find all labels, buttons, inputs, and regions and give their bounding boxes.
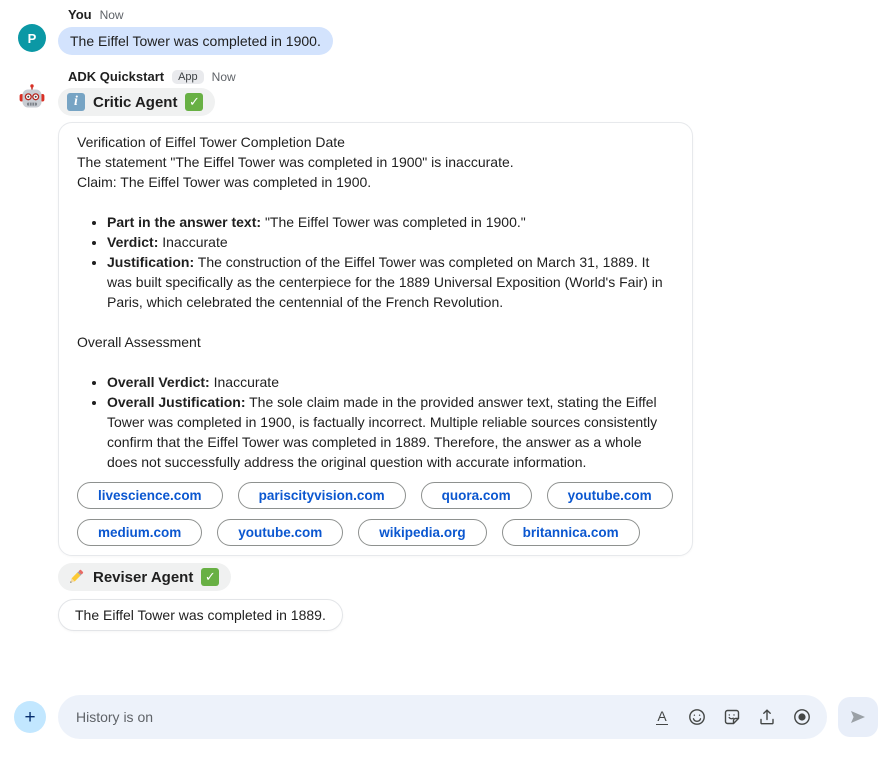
bullet-label: Part in the answer text:	[107, 214, 262, 230]
sender-name: You	[68, 7, 92, 22]
bullet-label: Justification:	[107, 254, 195, 270]
bullet-item	[107, 212, 674, 232]
compose-bar	[14, 695, 878, 739]
source-chip[interactable]: quora.com	[421, 482, 532, 509]
app-badge: App	[172, 70, 204, 84]
user-message-bubble: The Eiffel Tower was completed in 1900.	[58, 27, 333, 55]
sender-name: ADK Quickstart	[68, 69, 165, 84]
overall-assessment-heading: Overall Assessment	[77, 334, 201, 350]
bullet-text: Inaccurate	[213, 374, 279, 390]
bullet-item	[107, 252, 674, 312]
bullet-item	[107, 392, 674, 472]
check-mark-icon: ✓	[201, 568, 219, 586]
source-chip[interactable]: wikipedia.org	[358, 519, 486, 546]
bullet-item	[107, 372, 674, 392]
record-video-icon[interactable]	[793, 708, 811, 726]
claim-bullet-list	[77, 212, 674, 312]
check-mark-icon: ✓	[185, 93, 203, 111]
agent-name-label: Critic Agent	[93, 93, 178, 111]
reviser-message-bubble: The Eiffel Tower was completed in 1889.	[58, 599, 343, 631]
emoji-icon[interactable]	[688, 708, 706, 726]
bullet-label: Overall Verdict:	[107, 374, 210, 390]
format-text-glyph: A	[657, 707, 667, 724]
source-chip[interactable]: livescience.com	[77, 482, 223, 509]
overall-bullet-list	[77, 372, 674, 472]
source-chip[interactable]: youtube.com	[217, 519, 343, 546]
reviser-agent-header	[58, 563, 231, 591]
add-button[interactable]: +	[14, 701, 46, 733]
info-icon: i	[67, 93, 85, 111]
pencil-icon	[67, 568, 85, 586]
send-button[interactable]	[838, 697, 878, 737]
bullet-item	[107, 232, 674, 252]
critic-agent-header	[58, 88, 215, 116]
card-title: Verification of Eiffel Tower Completion Date	[77, 134, 345, 150]
source-chip[interactable]: medium.com	[77, 519, 202, 546]
bullet-label: Verdict:	[107, 234, 159, 250]
bullet-label: Overall Justification:	[107, 394, 246, 410]
source-chip[interactable]: youtube.com	[547, 482, 673, 509]
timestamp: Now	[211, 69, 236, 84]
timestamp: Now	[99, 7, 124, 22]
avatar[interactable]: P	[18, 24, 46, 52]
verification-card	[58, 122, 693, 556]
message-input[interactable]	[74, 708, 643, 726]
upload-icon[interactable]	[758, 708, 776, 726]
sticker-icon[interactable]	[723, 708, 741, 726]
message-input-container[interactable]	[58, 695, 827, 739]
bullet-text: The construction of the Eiffel Tower was completed on March 31, 1889. It was built specifically as the centerpiece for the 1889 Universal Exposition (World's Fair) in Paris, which celebrated the centennial of the French Revolution.	[107, 254, 663, 310]
bullet-text: The sole claim made in the provided answer text, stating the Eiffel Tower was completed in 1900, is factually incorrect. Multiple reliable sources consistently confirm that the Eiffel Tower was completed in 1889. Therefore, the answer as a whole does not successfully address the original question with accurate information.	[107, 394, 658, 470]
source-chip-list	[77, 482, 674, 546]
user-message-meta	[68, 7, 891, 22]
card-statement: The statement "The Eiffel Tower was completed in 1900" is inaccurate.	[77, 154, 514, 170]
source-chip[interactable]: britannica.com	[502, 519, 640, 546]
agent-name-label: Reviser Agent	[93, 568, 194, 586]
robot-avatar[interactable]	[18, 83, 46, 111]
format-text-icon[interactable]	[653, 708, 671, 726]
bullet-text: "The Eiffel Tower was completed in 1900."	[264, 214, 526, 230]
bullet-text: Inaccurate	[162, 234, 228, 250]
card-claim: Claim: The Eiffel Tower was completed in 1900.	[77, 174, 372, 190]
source-chip[interactable]: pariscityvision.com	[238, 482, 406, 509]
bot-message-meta	[68, 69, 891, 84]
